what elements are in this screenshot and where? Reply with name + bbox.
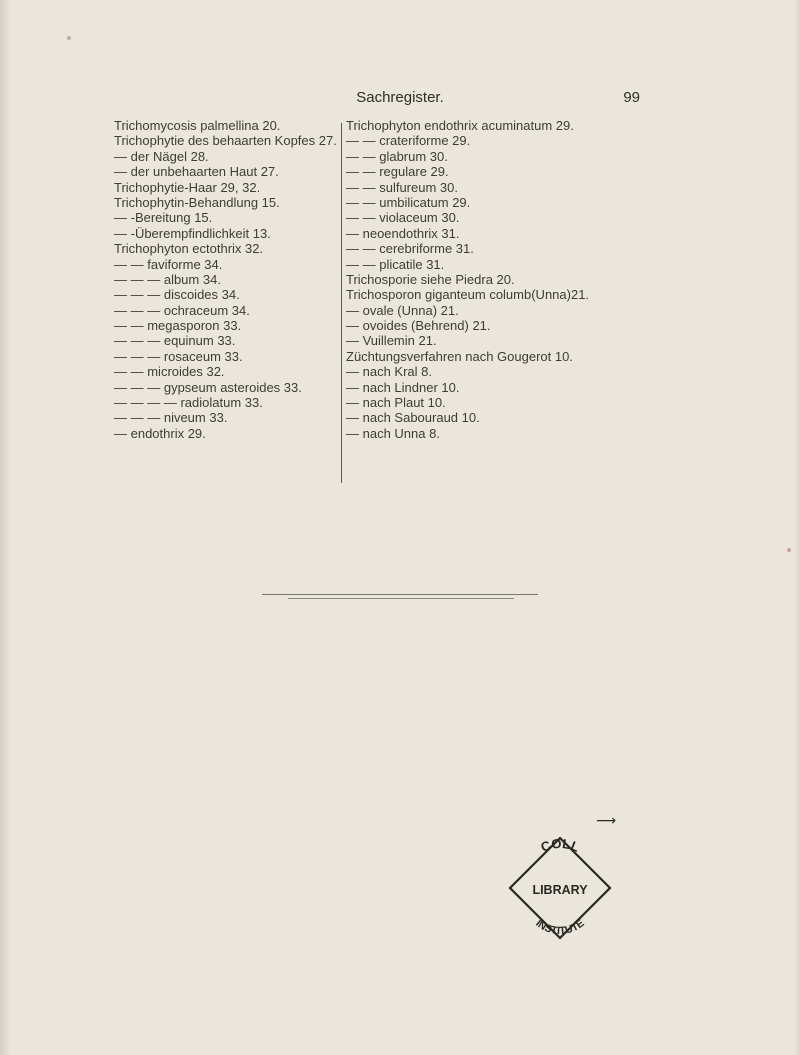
library-stamp-graphic [504,832,616,944]
index-entry: — nach Unna 8. [346,425,440,441]
index-column-left [114,118,339,441]
index-entry: — — faviforme 34. [114,256,223,272]
arrow-mark-icon: ⟶ [596,812,617,828]
index-entry: — nach Lindner 10. [346,379,460,395]
index-entry: — der unbehaarten Haut 27. [114,164,279,180]
page-edge-shadow-right [794,0,800,1055]
index-entry: Trichosporon giganteum columb(Unna)21. [346,287,590,303]
index-entry: Trichophyton ectothrix 32. [114,241,264,257]
index-entry: Trichophyton endothrix acuminatum 29. [346,118,574,133]
index-entry: — — glabrum 30. [346,148,448,164]
index-entry: Trichophytie des behaarten Kopfes 27. [114,133,337,149]
index-entry: — nach Sabouraud 10. [346,410,480,426]
index-entry: — — — discoides 34. [114,287,240,303]
stamp-top-text: COLL [538,835,582,855]
running-head [0,89,800,109]
index-entry: — — umbilicatum 29. [346,194,471,210]
stamp-bottom-text: INSTITUTE [533,917,587,938]
index-entry: — — microides 32. [114,364,225,380]
index-entry: — — sulfureum 30. [346,179,458,195]
index-entry: — — crateriforme 29. [346,133,471,149]
index-entry: — — plicatile 31. [346,256,445,272]
index-entry: Trichophytie-Haar 29, 32. [114,179,261,195]
index-entry: — — — ochraceum 34. [114,302,250,318]
index-entry: Trichomycosis palmellina 20. [114,118,281,133]
index-column-right [346,118,646,441]
index-entry: — — — — radiolatum 33. [114,395,263,411]
index-entry: — — cerebriforme 31. [346,241,474,257]
index-entry: — ovale (Unna) 21. [346,302,459,318]
index-entry: — — — equinum 33. [114,333,236,349]
page-edge-shadow-left [0,0,10,1055]
index-entry: — der Nägel 28. [114,148,209,164]
index-entry: — nach Plaut 10. [346,395,446,411]
index-entry: — — — niveum 33. [114,410,228,426]
index-entry: — neoendothrix 31. [346,225,460,241]
index-entry: — nach Kral 8. [346,364,432,380]
end-rule-lower [288,598,514,599]
page-title: Sachregister. [356,89,444,106]
index-entry: — — — gypseum asteroides 33. [114,379,302,395]
stamp-middle-text: LIBRARY [532,883,588,897]
end-rule [262,594,538,595]
index-entry: — Vuillemin 21. [346,333,437,349]
index-entry: — — megasporon 33. [114,318,242,334]
index-entry: Züchtungsverfahren nach Gougerot 10. [346,348,573,364]
index-entry: — ovoides (Behrend) 21. [346,318,491,334]
index-entry: — — violaceum 30. [346,210,460,226]
index-entry: — — — album 34. [114,271,221,287]
index-entry: Trichophytin-Behandlung 15. [114,194,280,210]
paper-speck [67,36,71,40]
paper-speck [787,548,791,552]
index-entry: — -Bereitung 15. [114,210,213,226]
index-entry: — — regulare 29. [346,164,449,180]
index-entry: — endothrix 29. [114,425,206,441]
index-entry: Trichosporie siehe Piedra 20. [346,271,515,287]
library-stamp [504,832,616,944]
page-number: 99 [623,89,640,106]
index-entry: — -Überempfindlichkeit 13. [114,225,271,241]
index-entry: — — — rosaceum 33. [114,348,243,364]
column-divider [341,123,342,483]
